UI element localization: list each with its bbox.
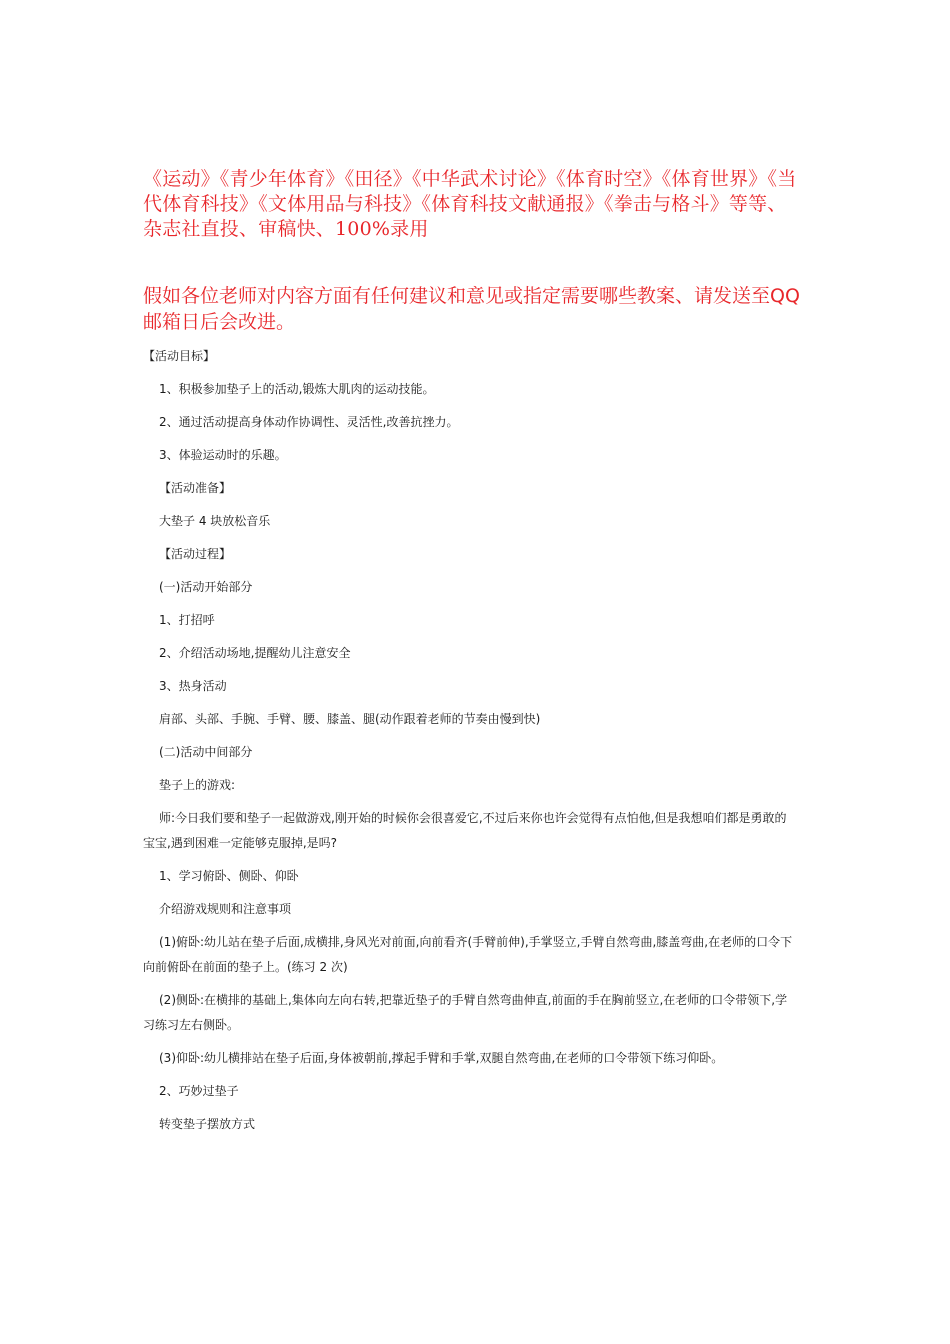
magazine-ad-text: 《运动》《青少年体育》《田径》《中华武术讨论》《体育时空》《体育世界》《当代体育科技》《文体用品与科技》《体育科技文献通报》《拳击与格斗》等等、杂志社直投、审稿快、100%录用	[143, 168, 797, 240]
feedback-notice: 假如各位老师对内容方面有任何建议和意见或指定需要哪些教案、请发送至QQ邮箱日后会改进。	[143, 285, 800, 333]
goal-item-2: 2、通过活动提高身体动作协调性、灵活性,改善抗挫力。	[159, 415, 459, 429]
side-lying-instruction: (2)侧卧:在横排的基础上,集体向左向右转,把靠近垫子的手臂自然弯曲伸直,前面的手在胸前竖立,在老师的口令带领下,学习练习左右侧卧。	[143, 993, 788, 1032]
lesson-plan-body	[143, 344, 793, 1137]
step-intro-venue: 2、介绍活动场地,提醒幼儿注意安全	[159, 646, 351, 660]
goal-item-1: 1、积极参加垫子上的活动,锻炼大肌肉的运动技能。	[159, 382, 435, 396]
goal-item-3: 3、体验运动时的乐趣。	[159, 448, 287, 462]
warmup-detail: 肩部、头部、手腕、手臂、腰、膝盖、腿(动作跟着老师的节奏由慢到快)	[159, 712, 541, 726]
section-heading-process: 【活动过程】	[159, 547, 232, 561]
preparation-text: 大垫子 4 块放松音乐	[159, 514, 271, 528]
process-part-1: (一)活动开始部分	[159, 580, 253, 594]
supine-instruction: (3)仰卧:幼儿横排站在垫子后面,身体被朝前,撑起手臂和手掌,双腿自然弯曲,在老师的口令带领下练习仰卧。	[159, 1051, 724, 1065]
process-part-2: (二)活动中间部分	[159, 745, 253, 759]
section-heading-preparation: 【活动准备】	[159, 481, 232, 495]
step-learn-positions: 1、学习俯卧、侧卧、仰卧	[159, 869, 299, 883]
section-heading-goals: 【活动目标】	[143, 349, 216, 363]
mat-games-heading: 垫子上的游戏:	[159, 778, 236, 792]
step-greeting: 1、打招呼	[159, 613, 215, 627]
step-cross-mats: 2、巧妙过垫子	[159, 1084, 239, 1098]
change-mat-layout: 转变垫子摆放方式	[159, 1117, 256, 1131]
step-warmup: 3、热身活动	[159, 679, 227, 693]
rules-intro: 介绍游戏规则和注意事项	[159, 902, 292, 916]
teacher-speech: 师:今日我们要和垫子一起做游戏,刚开始的时候你会很喜爱它,不过后来你也许会觉得有点怕他,但是我想咱们都是勇敢的宝宝,遇到困难一定能够克服掉,是吗?	[143, 811, 787, 850]
prone-instruction: (1)俯卧:幼儿站在垫子后面,成横排,身风光对前面,向前看齐(手臂前伸),手掌竖立,手臂自然弯曲,膝盖弯曲,在老师的口令下向前俯卧在前面的垫子上。(练习 2 次)	[143, 935, 793, 974]
